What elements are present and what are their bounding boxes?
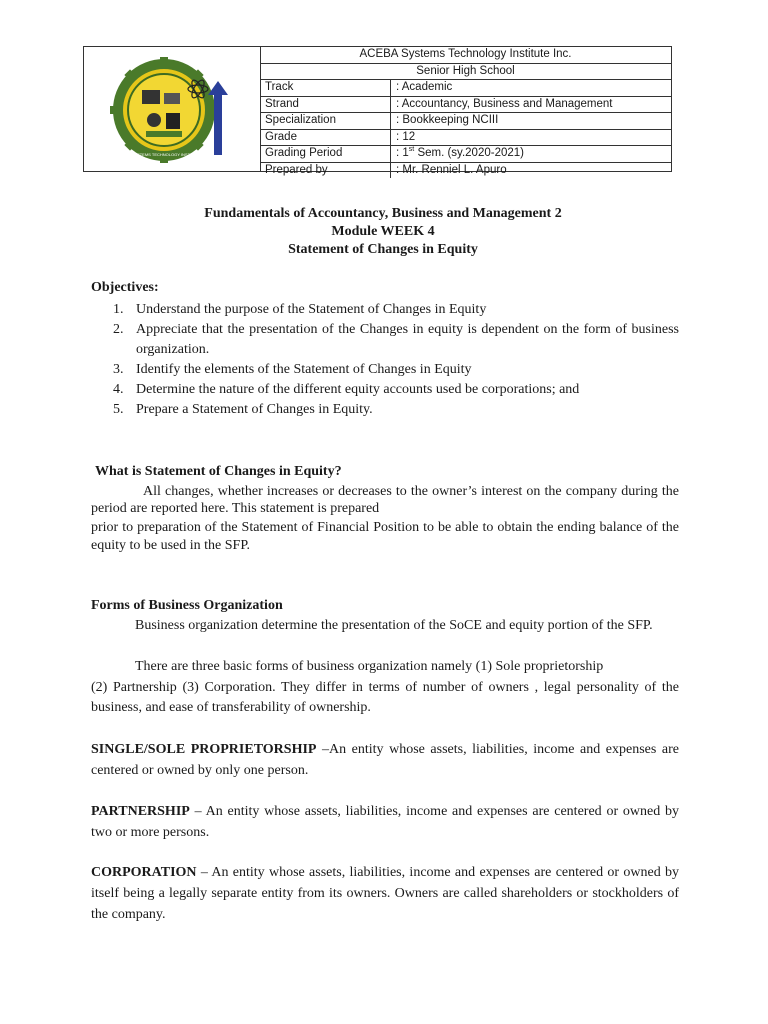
definition-sole-proprietorship: SINGLE/SOLE PROPRIETORSHIP –An entity whose assets, liabilities, income and expenses are centered or owned by only one person. [91, 742, 679, 778]
grade-value: : 12 [390, 130, 415, 146]
header-table [83, 46, 672, 176]
logo-text: ACEBA SYSTEMS TECHNOLOGY INSTITUTE INC. [117, 152, 211, 157]
header-row-specialization [260, 113, 671, 130]
institute-name: ACEBA Systems Technology Institute Inc. [260, 47, 671, 64]
list-item: 1. Understand the purpose of the Statement of Changes in Equity [113, 302, 487, 317]
grading-label: Grading Period [265, 147, 343, 159]
logo-cell [84, 47, 261, 171]
list-item: 2. Appreciate that the presentation of the Changes in equity is dependent on the form of business organization. [113, 322, 679, 357]
subject-title: Fundamentals of Accountancy, Business and Management 2 [204, 206, 562, 221]
header-info [260, 47, 671, 178]
header-row-grade [260, 130, 671, 147]
grade-label: Grade [265, 130, 297, 143]
forms-paragraph-2a: There are three basic forms of business organization namely (1) Sole proprietorship [135, 659, 604, 674]
specialization-value: : Bookkeeping NCIII [390, 113, 498, 129]
module-titles [83, 205, 683, 259]
what-is-heading: What is Statement of Changes in Equity? [95, 464, 342, 479]
definition-corporation: CORPORATION – An entity whose assets, liabilities, income and expenses are centered or owned by itself being a legally separate entity from its owners. Owners are called shareholders or stockholders of the company. [91, 865, 679, 922]
strand-label: Strand [265, 97, 299, 110]
what-is-paragraph-2: prior to preparation of the Statement of Financial Position to be able to obtain the ending balance of the equity to be used in the SFP. [91, 520, 679, 553]
objectives-heading: Objectives: [91, 280, 159, 295]
header-row-prepared-by [260, 163, 671, 179]
grading-value: : 1st Sem. (sy.2020-2021) [390, 146, 524, 162]
what-is-paragraph-1: All changes, whether increases or decreases to the owner’s interest on the company during the period are reported here. This statement is prepared [91, 484, 679, 516]
forms-heading: Forms of Business Organization [91, 598, 283, 613]
specialization-label: Specialization [265, 114, 336, 126]
forms-paragraph-1: Business organization determine the presentation of the SoCE and equity portion of the SFP. [135, 618, 653, 633]
module-title: Module WEEK 4 [331, 224, 435, 239]
track-value: : Academic [390, 80, 452, 96]
header-row-grading-period [260, 146, 671, 163]
objectives-list [91, 300, 679, 420]
prepared-value: : Mr. Renniel L. Apuro [390, 163, 507, 179]
track-label: Track [265, 81, 294, 93]
header-row-strand [260, 97, 671, 114]
definition-partnership: PARTNERSHIP – An entity whose assets, liabilities, income and expenses are centered or owned by two or more persons. [91, 804, 679, 840]
list-item: 3. Identify the elements of the Statement of Changes in Equity [113, 362, 472, 377]
list-item: 4. Determine the nature of the different equity accounts used be corporations; and [113, 382, 580, 397]
forms-paragraph-2b: (2) Partnership (3) Corporation. They differ in terms of number of owners , legal personality of the business, and ease of transferability of ownership. [91, 680, 679, 715]
prepared-label: Prepared by [265, 163, 328, 176]
topic-title: Statement of Changes in Equity [288, 242, 478, 257]
strand-value: : Accountancy, Business and Management [390, 97, 613, 113]
school-logo-icon [106, 55, 236, 165]
list-item: 5. Prepare a Statement of Changes in Equity. [113, 402, 373, 417]
header-row-track [260, 80, 671, 97]
school-name: Senior High School [260, 64, 671, 81]
